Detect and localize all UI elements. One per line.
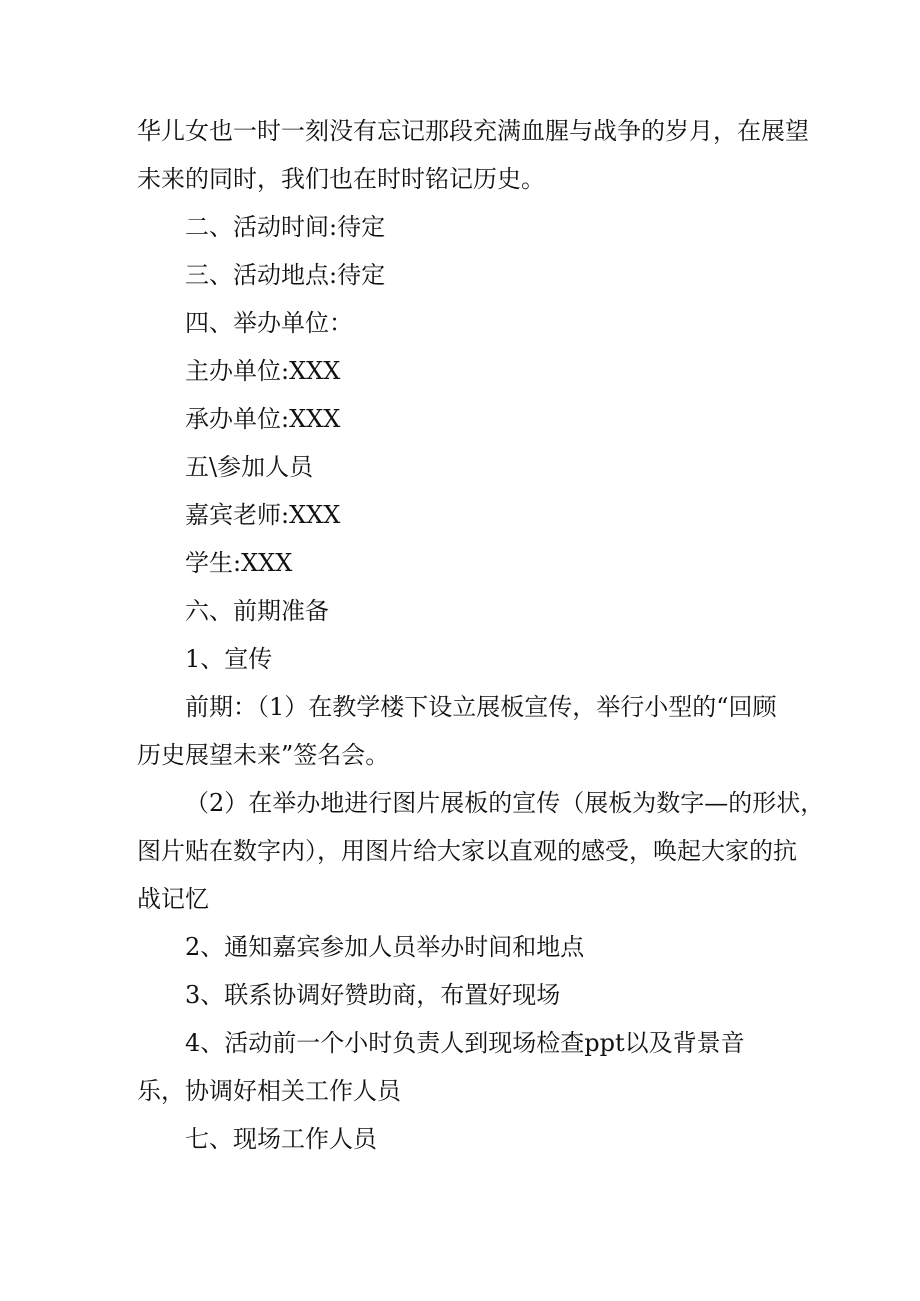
paragraph-line: 历史展望未来”签名会。 — [137, 741, 390, 769]
subheading-publicity: 1、宣传 — [185, 645, 273, 673]
paragraph-line: 战记忆 — [137, 885, 209, 913]
co-organizer-line: 承办单位:XXX — [185, 405, 341, 433]
paragraph-line: 乐，协调好相关工作人员 — [137, 1077, 401, 1105]
list-item: 3、联系协调好赞助商，布置好现场 — [185, 981, 561, 1009]
list-item: 2、通知嘉宾参加人员举办时间和地点 — [185, 933, 585, 961]
list-item: 4、活动前一个小时负责人到现场检查ppt以及背景音 — [185, 1029, 745, 1057]
students-line: 学生:XXX — [185, 549, 293, 577]
section-heading-time: 二、活动时间:待定 — [185, 213, 386, 241]
section-heading-participants: 五\参加人员 — [185, 453, 314, 481]
paragraph-line: （2）在举办地进行图片展板的宣传（展板为数字—的形状， — [185, 789, 825, 817]
paragraph-line: 未来的同时，我们也在时时铭记历史。 — [137, 165, 545, 193]
paragraph-line: 华儿女也一时一刻没有忘记那段充满血腥与战争的岁月，在展望 — [137, 117, 809, 145]
section-heading-preparation: 六、前期准备 — [185, 597, 329, 625]
section-heading-location: 三、活动地点:待定 — [185, 261, 386, 289]
guest-teachers-line: 嘉宾老师:XXX — [185, 501, 341, 529]
section-heading-staff: 七、现场工作人员 — [185, 1125, 377, 1153]
host-organizer-line: 主办单位:XXX — [185, 357, 341, 385]
section-heading-organizers: 四、举办单位： — [185, 309, 353, 337]
paragraph-line: 图片贴在数字内），用图片给大家以直观的感受，唤起大家的抗 — [137, 837, 797, 865]
paragraph-line: 前期：（1）在教学楼下设立展板宣传，举行小型的“回顾 — [185, 693, 777, 721]
